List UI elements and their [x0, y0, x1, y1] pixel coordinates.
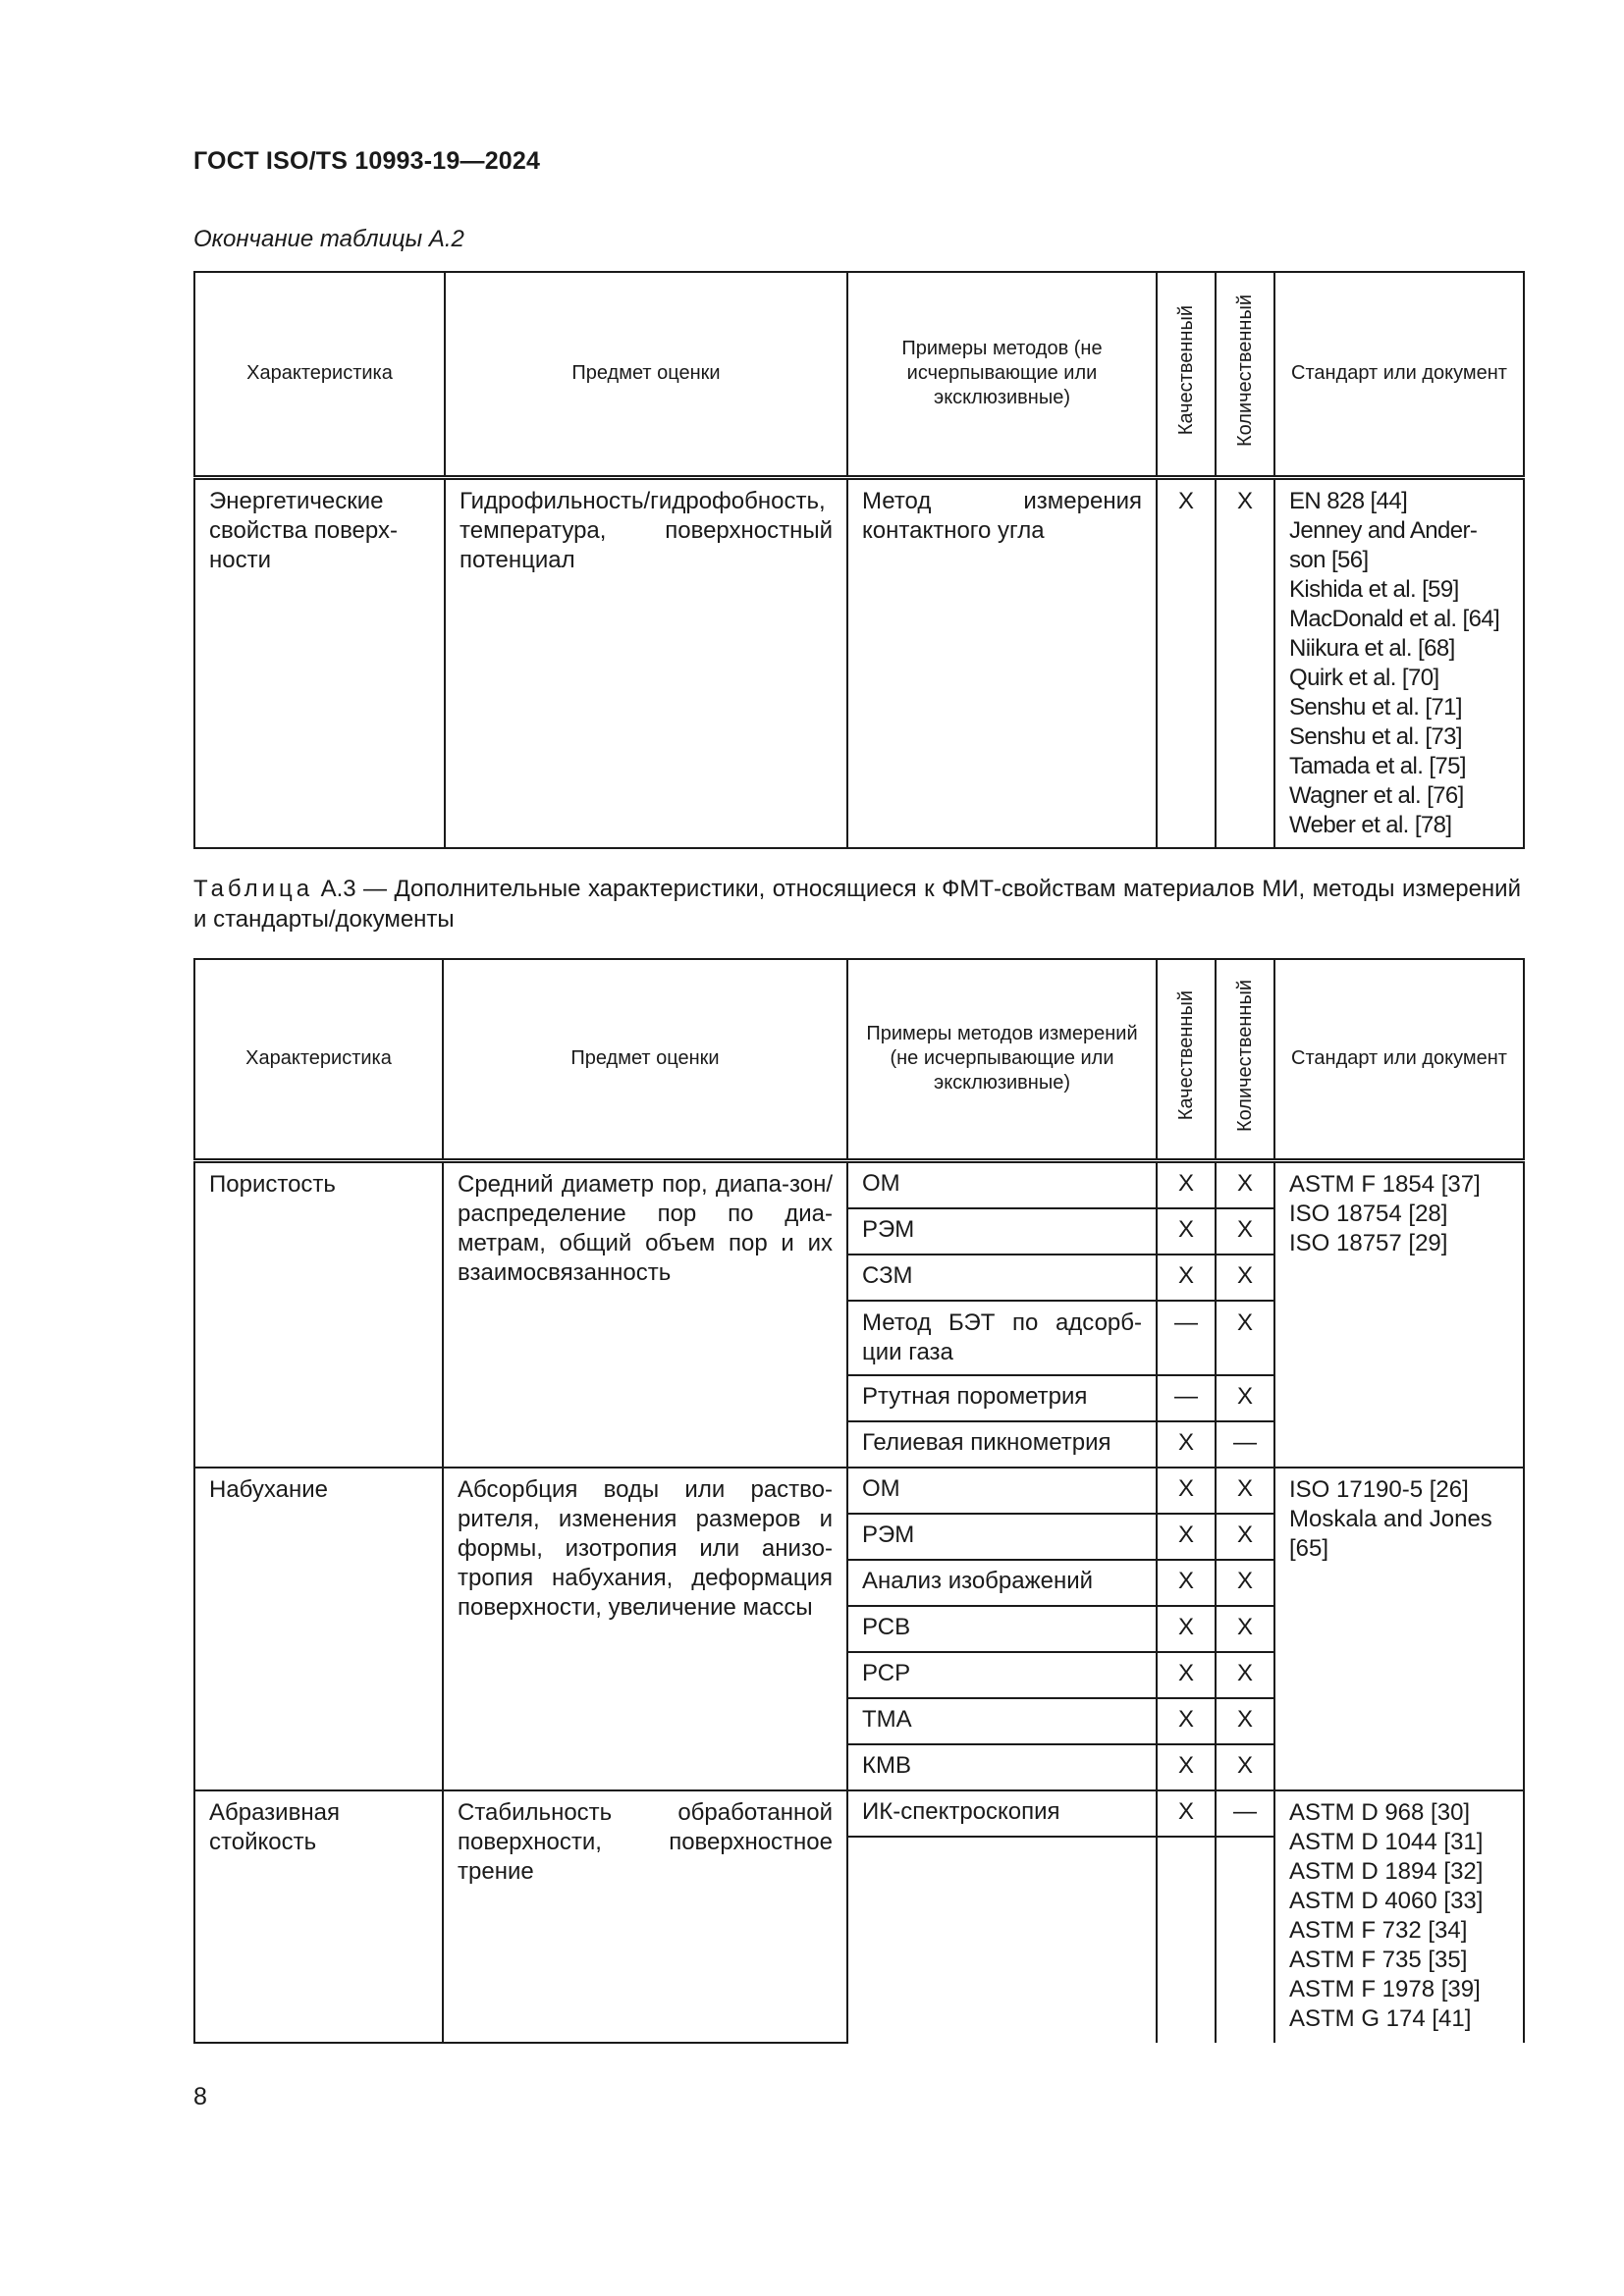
method-cell: РСВ [847, 1606, 1157, 1652]
characteristic-cell: Пористость [194, 1160, 443, 1468]
quantitative-mark-empty [1216, 1837, 1274, 2043]
quantitative-mark: X [1216, 1560, 1274, 1606]
quantitative-mark: — [1216, 1421, 1274, 1468]
table-row [194, 1468, 1524, 1514]
method-cell: СЗМ [847, 1255, 1157, 1301]
qualitative-mark: — [1157, 1375, 1216, 1421]
method-cell: Анализ изображений [847, 1560, 1157, 1606]
column-header-standard: Стандарт или документ [1274, 272, 1524, 477]
qualitative-mark: X [1157, 1255, 1216, 1301]
qualitative-mark: X [1157, 477, 1216, 848]
column-header-characteristic: Характеристика [194, 959, 443, 1160]
method-cell: Ртутная порометрия [847, 1375, 1157, 1421]
quantitative-mark: X [1216, 1468, 1274, 1514]
characteristic-cell: Набухание [194, 1468, 443, 1790]
method-cell-empty [847, 1837, 1157, 2043]
subject-cell: Абсорбция воды или раство-рителя, изменения размеров и формы, изотропия или анизо-тропия набухания, деформация поверхности, увеличение массы [443, 1468, 847, 1790]
qualitative-mark: X [1157, 1160, 1216, 1208]
column-header-qualitative: Качественный [1157, 959, 1216, 1160]
quantitative-mark: X [1216, 1744, 1274, 1790]
table-row [194, 1160, 1524, 1208]
qualitative-mark: X [1157, 1421, 1216, 1468]
qualitative-mark: X [1157, 1514, 1216, 1560]
column-header-quantitative: Количественный [1216, 959, 1274, 1160]
qualitative-mark: X [1157, 1606, 1216, 1652]
quantitative-mark: X [1216, 1208, 1274, 1255]
qualitative-mark: X [1157, 1208, 1216, 1255]
table-caption-text: А.3 — Дополнительные характеристики, относящиеся к ФМТ-свойствам материалов МИ, методы измерений и стандарты/документы [193, 876, 1521, 933]
subject-cell: Стабильность обработанной поверхности, поверхностное трение [443, 1790, 847, 2043]
quantitative-mark: X [1216, 477, 1274, 848]
quantitative-mark: X [1216, 1255, 1274, 1301]
continuation-caption: Окончание таблицы А.2 [193, 226, 464, 252]
method-cell: ТМА [847, 1698, 1157, 1744]
qualitative-mark: X [1157, 1560, 1216, 1606]
column-header-standard: Стандарт или документ [1274, 959, 1524, 1160]
quantitative-mark: X [1216, 1606, 1274, 1652]
subject-cell: Гидрофильность/гидрофобность, температура, поверхностный потенциал [445, 477, 847, 848]
quantitative-mark: X [1216, 1375, 1274, 1421]
standards-cell: ASTM F 1854 [37] ISO 18754 [28] ISO 18757 [29] [1274, 1160, 1524, 1468]
table-row [194, 477, 1524, 848]
qualitative-mark: X [1157, 1468, 1216, 1514]
method-cell: Метод измерения контактного угла [847, 477, 1157, 848]
quantitative-mark: X [1216, 1698, 1274, 1744]
table-caption-label: Таблица [193, 876, 314, 902]
document-header: ГОСТ ISO/TS 10993-19—2024 [193, 147, 541, 175]
column-header-characteristic: Характеристика [194, 272, 445, 477]
qualitative-mark: X [1157, 1790, 1216, 1837]
method-cell: РСР [847, 1652, 1157, 1698]
method-cell: ИК-спектроскопия [847, 1790, 1157, 1837]
table-a3-caption [193, 874, 1521, 934]
column-header-subject: Предмет оценки [445, 272, 847, 477]
table-a3 [193, 958, 1523, 2044]
qualitative-mark-empty [1157, 1837, 1216, 2043]
page-number: 8 [193, 2083, 207, 2110]
table-row [194, 1790, 1524, 1837]
column-header-quantitative: Количественный [1216, 272, 1274, 477]
characteristic-cell: Энергетические свойства поверх-ности [194, 477, 445, 848]
table-a2 [193, 271, 1523, 849]
qualitative-mark: X [1157, 1698, 1216, 1744]
method-cell: КМВ [847, 1744, 1157, 1790]
standards-cell: EN 828 [44] Jenney and Ander-son [56] Kishida et al. [59] MacDonald et al. [64] Niikura et al. [68] Quirk et al. [70] Senshu et al. [71] Senshu et al. [73] Tamada et al. [75] Wagner et al. [76] Weber et al. [78] [1274, 477, 1524, 848]
standards-cell: ASTM D 968 [30] ASTM D 1044 [31] ASTM D 1894 [32] ASTM D 4060 [33] ASTM F 732 [34] ASTM F 735 [35] ASTM F 1978 [39] ASTM G 174 [41] [1274, 1790, 1524, 2043]
qualitative-mark: X [1157, 1652, 1216, 1698]
quantitative-mark: X [1216, 1301, 1274, 1375]
quantitative-mark: X [1216, 1160, 1274, 1208]
qualitative-mark: — [1157, 1301, 1216, 1375]
quantitative-mark: X [1216, 1652, 1274, 1698]
column-header-methods: Примеры методов измерений (не исчерпывающие или эксклюзивные) [847, 959, 1157, 1160]
column-header-methods: Примеры методов (не исчерпывающие или эксклюзивные) [847, 272, 1157, 477]
quantitative-mark: X [1216, 1514, 1274, 1560]
subject-cell: Средний диаметр пор, диапа-зон/распределение пор по диа-метрам, общий объем пор и их взаимосвязанность [443, 1160, 847, 1468]
method-cell: Метод БЭТ по адсорб-ции газа [847, 1301, 1157, 1375]
column-header-qualitative: Качественный [1157, 272, 1216, 477]
method-cell: Гелиевая пикнометрия [847, 1421, 1157, 1468]
method-cell: РЭМ [847, 1514, 1157, 1560]
qualitative-mark: X [1157, 1744, 1216, 1790]
characteristic-cell: Абразивная стойкость [194, 1790, 443, 2043]
standards-cell: ISO 17190-5 [26] Moskala and Jones [65] [1274, 1468, 1524, 1790]
quantitative-mark: — [1216, 1790, 1274, 1837]
method-cell: РЭМ [847, 1208, 1157, 1255]
method-cell: ОМ [847, 1468, 1157, 1514]
column-header-subject: Предмет оценки [443, 959, 847, 1160]
method-cell: ОМ [847, 1160, 1157, 1208]
